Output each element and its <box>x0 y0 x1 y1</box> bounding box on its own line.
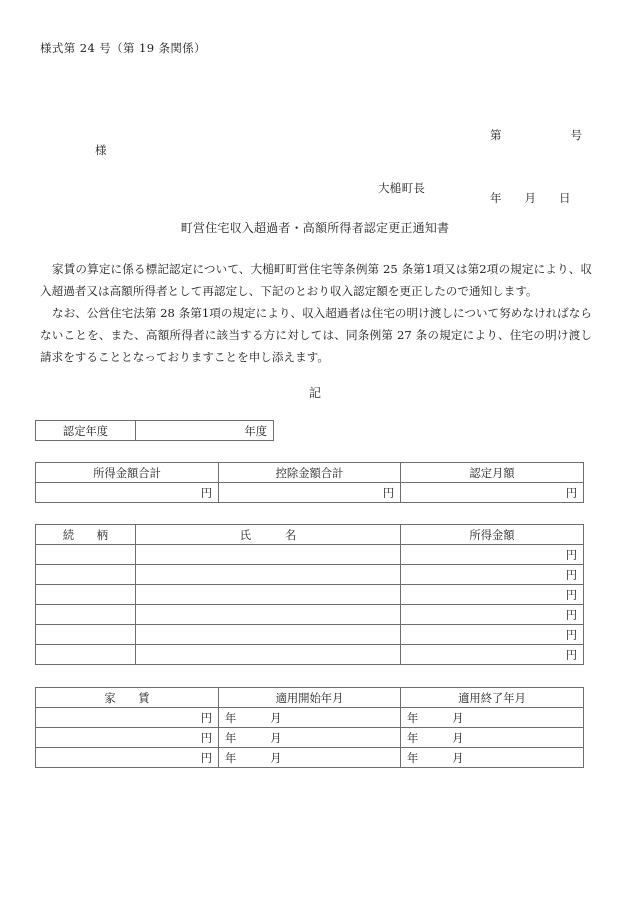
household-member-table <box>35 524 584 665</box>
cell-relationship[interactable] <box>36 585 136 605</box>
cell-relationship[interactable] <box>36 645 136 665</box>
cell-income[interactable]: 円 <box>401 545 584 565</box>
table-row <box>36 585 584 605</box>
cell-end-period[interactable]: 年 月 <box>401 708 584 728</box>
cell-relationship[interactable] <box>36 565 136 585</box>
table-row <box>36 708 584 728</box>
cell-income[interactable]: 円 <box>401 645 584 665</box>
cell-start-period[interactable]: 年 月 <box>219 748 401 768</box>
value-deduction-total[interactable]: 円 <box>219 483 401 503</box>
cell-name[interactable] <box>136 625 401 645</box>
document-date-line: 年 月 日 <box>490 191 571 205</box>
table-header-row <box>36 525 584 545</box>
body-paragraph-1: 家賃の算定に係る標記認定について、大槌町町営住宅等条例第 25 条第1項又は第2項の規定により、収入超過者又は高額所得者として再認定し、下記のとおり収入認定額を更正したので通知します。 <box>40 262 592 298</box>
body-text <box>40 258 592 368</box>
cell-name[interactable] <box>136 605 401 625</box>
header-start-period: 適用開始年月 <box>219 688 401 708</box>
header-income: 所得金額 <box>401 525 584 545</box>
page-title: 町営住宅収入超過者・高額所得者認定更正通知書 <box>180 221 450 235</box>
cell-rent[interactable]: 円 <box>36 748 219 768</box>
table-row <box>36 545 584 565</box>
addressee-honorific: 様 <box>95 143 107 157</box>
cell-income[interactable]: 円 <box>401 605 584 625</box>
kisai-marker: 記 <box>308 386 321 400</box>
table-row <box>36 483 584 503</box>
cell-start-period[interactable]: 年 月 <box>219 708 401 728</box>
header-end-period: 適用終了年月 <box>401 688 584 708</box>
cell-relationship[interactable] <box>36 625 136 645</box>
form-number: 様式第 24 号（第 19 条関係） <box>40 41 207 55</box>
table-header-row <box>36 688 584 708</box>
value-income-total[interactable]: 円 <box>36 483 219 503</box>
fiscal-year-table <box>35 420 274 441</box>
fiscal-year-label: 認定年度 <box>36 421 136 441</box>
issuer-name: 大槌町長 <box>378 181 426 195</box>
cell-income[interactable]: 円 <box>401 565 584 585</box>
table-row <box>36 421 274 441</box>
cell-name[interactable] <box>136 585 401 605</box>
header-monthly-amount: 認定月額 <box>401 463 584 483</box>
table-row <box>36 645 584 665</box>
header-income-total: 所得金額合計 <box>36 463 219 483</box>
header-rent: 家 賃 <box>36 688 219 708</box>
document-number-line: 第 号 <box>490 128 582 142</box>
cell-end-period[interactable]: 年 月 <box>401 748 584 768</box>
fiscal-year-value[interactable]: 年度 <box>136 421 274 441</box>
cell-income[interactable]: 円 <box>401 585 584 605</box>
cell-name[interactable] <box>136 565 401 585</box>
value-monthly-amount[interactable]: 円 <box>401 483 584 503</box>
table-row <box>36 625 584 645</box>
header-name: 氏 名 <box>136 525 401 545</box>
cell-name[interactable] <box>136 545 401 565</box>
header-deduction-total: 控除金額合計 <box>219 463 401 483</box>
table-row <box>36 565 584 585</box>
cell-start-period[interactable]: 年 月 <box>219 728 401 748</box>
cell-end-period[interactable]: 年 月 <box>401 728 584 748</box>
header-relationship: 続 柄 <box>36 525 136 545</box>
cell-income[interactable]: 円 <box>401 625 584 645</box>
body-paragraph-2: なお、公営住宅法第 28 条第1項の規定により、収入超過者は住宅の明け渡しについて努めなければならないことを、また、高額所得者に該当する方に対しては、同条例第 27 条の規定により、住宅の明け渡し請求をすることとなっておりますことを申し添えます。 <box>40 306 592 364</box>
cell-relationship[interactable] <box>36 605 136 625</box>
table-row <box>36 728 584 748</box>
table-row <box>36 605 584 625</box>
cell-rent[interactable]: 円 <box>36 728 219 748</box>
table-header-row <box>36 463 584 483</box>
rent-period-table <box>35 687 584 768</box>
cell-relationship[interactable] <box>36 545 136 565</box>
amount-summary-table <box>35 462 584 503</box>
cell-name[interactable] <box>136 645 401 665</box>
table-row <box>36 748 584 768</box>
cell-rent[interactable]: 円 <box>36 708 219 728</box>
